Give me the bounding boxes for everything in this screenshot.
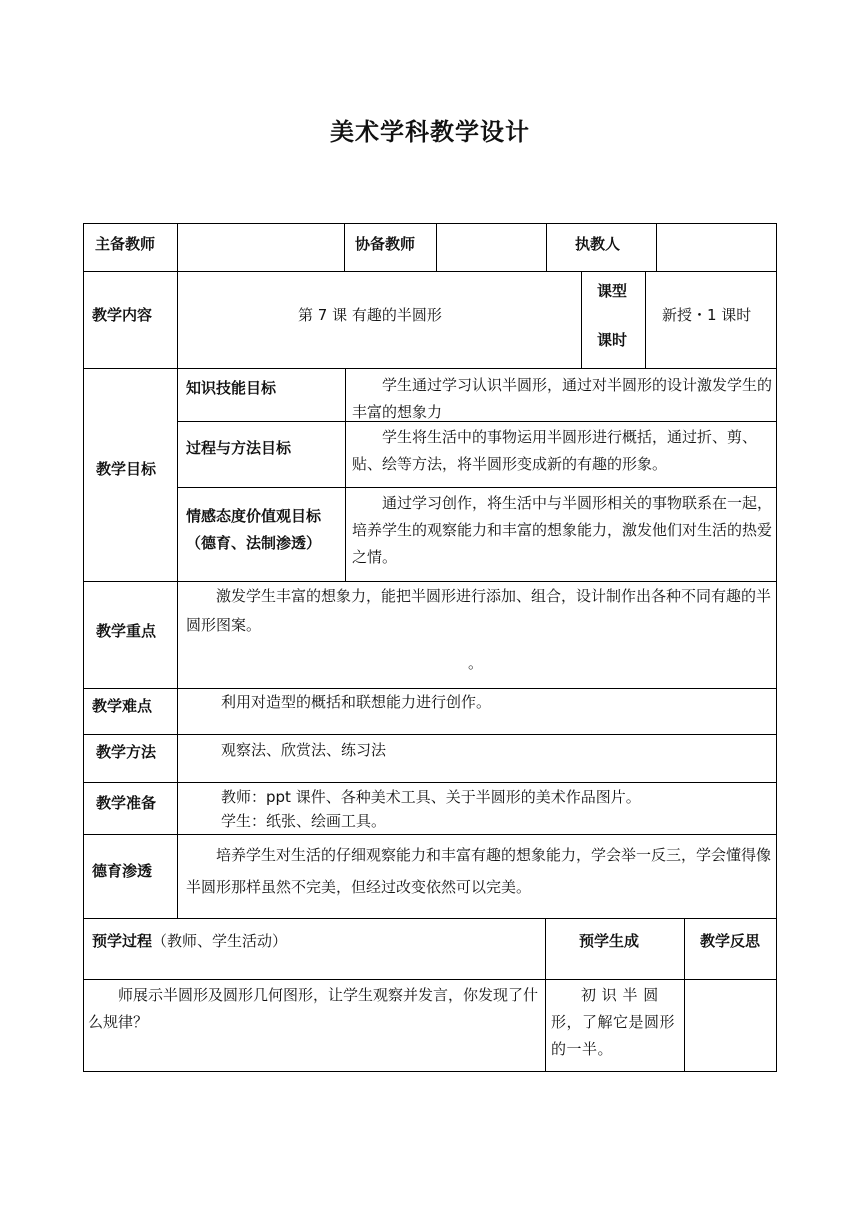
lesson-hours-label: 课时	[597, 331, 628, 349]
reflection-header: 教学反思	[700, 932, 761, 950]
preparation-teacher: 教师：ppt 课件、各种美术工具、关于半圆形的美术作品图片。	[221, 788, 641, 806]
executor-label: 执教人	[575, 235, 621, 253]
moral-label: 德育渗透	[92, 862, 153, 880]
objective-process-label: 过程与方法目标	[186, 439, 292, 457]
difficulty-text: 利用对造型的概括和联想能力进行创作。	[221, 693, 492, 711]
page-title: 美术学科教学设计	[330, 118, 530, 146]
process-row-text: 师展示半圆形及圆形几何图形，让学生观察并发言，你发现了什么规律？	[88, 986, 539, 1031]
process-header	[92, 928, 287, 955]
process-row-outcome: 初 识 半 圆 形，了解它是圆形的一半。	[551, 986, 676, 1058]
objective-process-text: 学生将生活中的事物运用半圆形进行概括，通过折、剪、贴、绘等方法，将半圆形变成新的有趣的形象。	[352, 428, 758, 473]
process-header-title: 预学过程	[92, 932, 153, 950]
key-points-label: 教学重点	[96, 622, 157, 640]
teaching-content-label: 教学内容	[92, 306, 153, 324]
outcome-header: 预学生成	[579, 932, 640, 950]
methods-label: 教学方法	[96, 743, 157, 761]
preparation-label: 教学准备	[96, 794, 157, 812]
co-teacher-label: 协备教师	[355, 235, 416, 253]
lesson-title: 第 7 课 有趣的半圆形	[298, 306, 442, 324]
key-points-extra: 。	[468, 654, 484, 672]
main-teacher-label: 主备教师	[95, 235, 156, 253]
moral-text: 培养学生对生活的仔细观察能力和丰富有趣的想象能力，学会举一反三，学会懂得像半圆形那样虽然不完美，但经过改变依然可以完美。	[186, 846, 772, 896]
key-points-text: 激发学生丰富的想象力，能把半圆形进行添加、组合，设计制作出各种不同有趣的半圆形图案。	[186, 587, 772, 634]
objective-emotion-text: 通过学习创作，将生活中与半圆形相关的事物联系在一起，培养学生的观察能力和丰富的想象能力，激发他们对生活的热爱之情。	[352, 494, 773, 566]
methods-text: 观察法、欣赏法、练习法	[221, 741, 387, 759]
process-header-note: （教师、学生活动）	[152, 932, 288, 950]
lesson-type-label: 课型	[597, 282, 628, 300]
objective-emotion-label: 情感态度价值观目标（德育、法制渗透）	[186, 507, 322, 552]
difficulty-label: 教学难点	[92, 697, 153, 715]
objectives-label: 教学目标	[96, 460, 157, 478]
lesson-type-value: 新授・1 课时	[662, 306, 752, 324]
objective-knowledge-text: 学生通过学习认识半圆形，通过对半圆形的设计激发学生的丰富的想象力	[352, 376, 773, 421]
preparation-student: 学生：纸张、绘画工具。	[221, 812, 387, 830]
objective-knowledge-label: 知识技能目标	[186, 379, 277, 397]
